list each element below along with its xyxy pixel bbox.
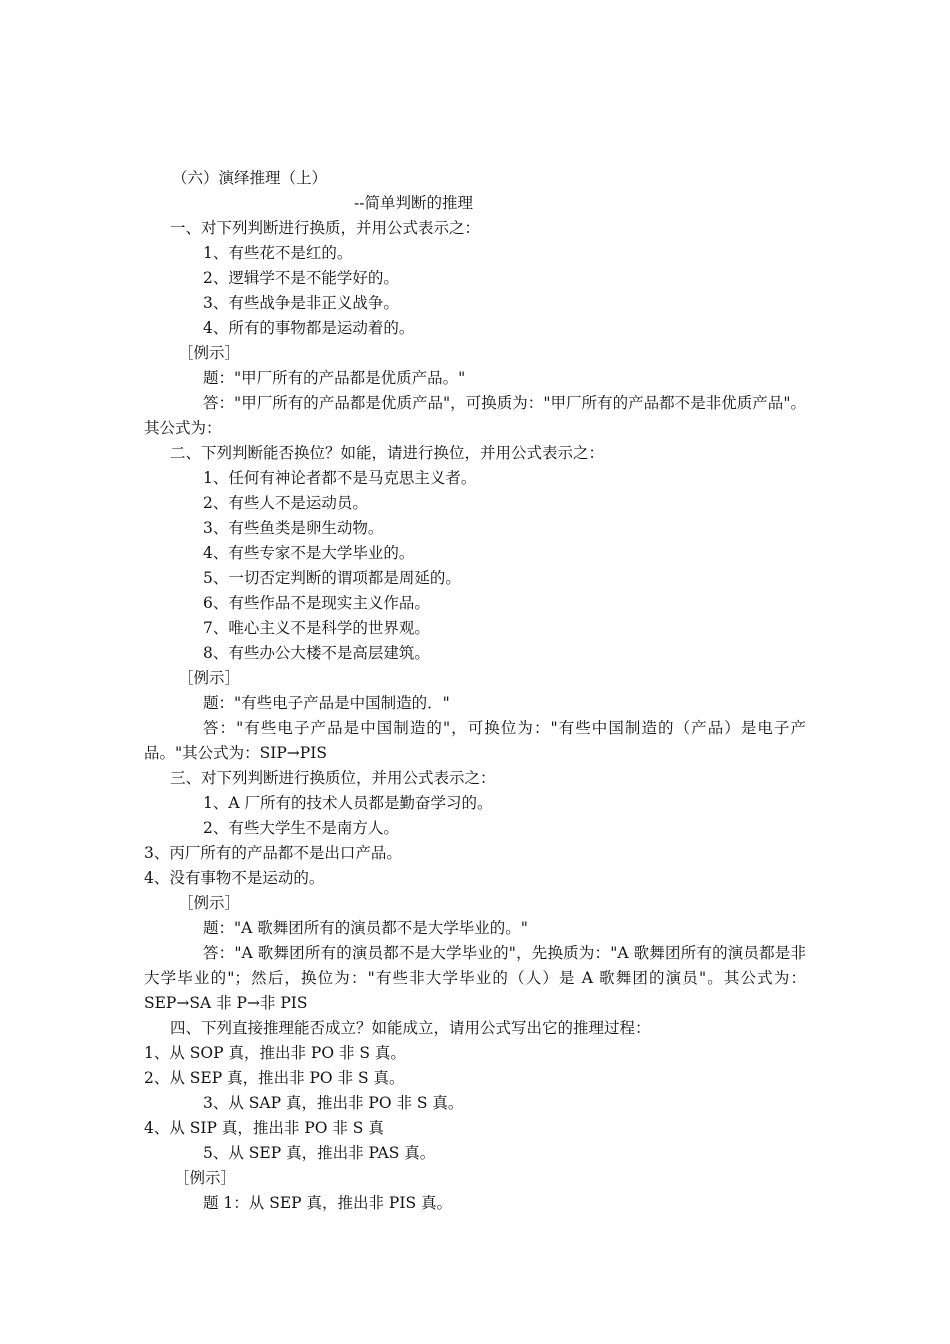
s4-item-2: 2、从 SEP 真，推出非 PO 非 S 真。 — [144, 1069, 405, 1087]
s2-item-2: 2、有些人不是运动员。 — [203, 494, 368, 512]
s3-item-1: 1、A 厂所有的技术人员都是勤奋学习的。 — [203, 794, 493, 812]
doc-title: （六）演绎推理（上） — [172, 169, 328, 187]
s2-item-4: 4、有些专家不是大学毕业的。 — [203, 544, 415, 562]
s4-item-5: 5、从 SEP 真，推出非 PAS 真。 — [203, 1144, 436, 1162]
s1-example-question: 题："甲厂所有的产品都是优质产品。" — [203, 369, 466, 387]
s3-item-4: 4、没有事物不是运动的。 — [144, 869, 325, 887]
s1-example-label: ［例示］ — [178, 344, 241, 362]
s3-item-2: 2、有些大学生不是南方人。 — [203, 819, 399, 837]
s2-item-1: 1、任何有神论者都不是马克思主义者。 — [203, 469, 477, 487]
section-3-heading: 三、对下列判断进行换质位，并用公式表示之： — [170, 769, 496, 787]
s1-item-3: 3、有些战争是非正义战争。 — [203, 294, 399, 312]
s2-item-8: 8、有些办公大楼不是高层建筑。 — [203, 644, 430, 662]
s2-example-label: ［例示］ — [178, 669, 241, 687]
s1-example-answer: 答："甲厂所有的产品都是优质产品"，可换质为："甲厂所有的产品都不是非优质产品"。其公式为： — [144, 394, 806, 437]
s4-item-1: 1、从 SOP 真，推出非 PO 非 S 真。 — [144, 1044, 406, 1062]
s4-example-label: ［例示］ — [174, 1169, 237, 1187]
s1-item-2: 2、逻辑学不是不能学好的。 — [203, 269, 399, 287]
s3-item-3: 3、丙厂所有的产品都不是出口产品。 — [144, 844, 402, 862]
s2-example-question: 题："有些电子产品是中国制造的．" — [203, 694, 450, 712]
s2-example-answer: 答："有些电子产品是中国制造的"，可换位为："有些中国制造的（产品）是电子产品。"其公式为：SIP→PIS — [144, 719, 806, 762]
s2-item-3: 3、有些鱼类是卵生动物。 — [203, 519, 384, 537]
s4-item-4: 4、从 SIP 真，推出非 PO 非 S 真 — [144, 1119, 384, 1137]
section-4-heading: 四、下列直接推理能否成立？如能成立，请用公式写出它的推理过程： — [170, 1019, 651, 1037]
s3-example-label: ［例示］ — [178, 894, 241, 912]
s3-example-answer: 答："A 歌舞团所有的演员都不是大学毕业的"，先换质为："A 歌舞团所有的演员都是非大学毕业的"；然后，换位为："有些非大学毕业的（人）是 A 歌舞团的演员"。其公式为：SEP→SA 非 P→非 PIS — [144, 944, 806, 1012]
s1-item-1: 1、有些花不是红的。 — [203, 244, 353, 262]
s3-example-question: 题："A 歌舞团所有的演员都不是大学毕业的。" — [203, 919, 528, 937]
s4-example-question: 题 1：从 SEP 真，推出非 PIS 真。 — [203, 1194, 453, 1212]
section-1-heading: 一、对下列判断进行换质，并用公式表示之： — [170, 219, 481, 237]
s1-item-4: 4、所有的事物都是运动着的。 — [203, 319, 415, 337]
s2-item-6: 6、有些作品不是现实主义作品。 — [203, 594, 430, 612]
s2-item-7: 7、唯心主义不是科学的世界观。 — [203, 619, 430, 637]
s4-item-3: 3、从 SAP 真，推出非 PO 非 S 真。 — [203, 1094, 464, 1112]
section-2-heading: 二、下列判断能否换位？如能，请进行换位，并用公式表示之： — [170, 444, 605, 462]
doc-subtitle: --简单判断的推理 — [354, 194, 473, 212]
s2-item-5: 5、一切否定判断的谓项都是周延的。 — [203, 569, 461, 587]
